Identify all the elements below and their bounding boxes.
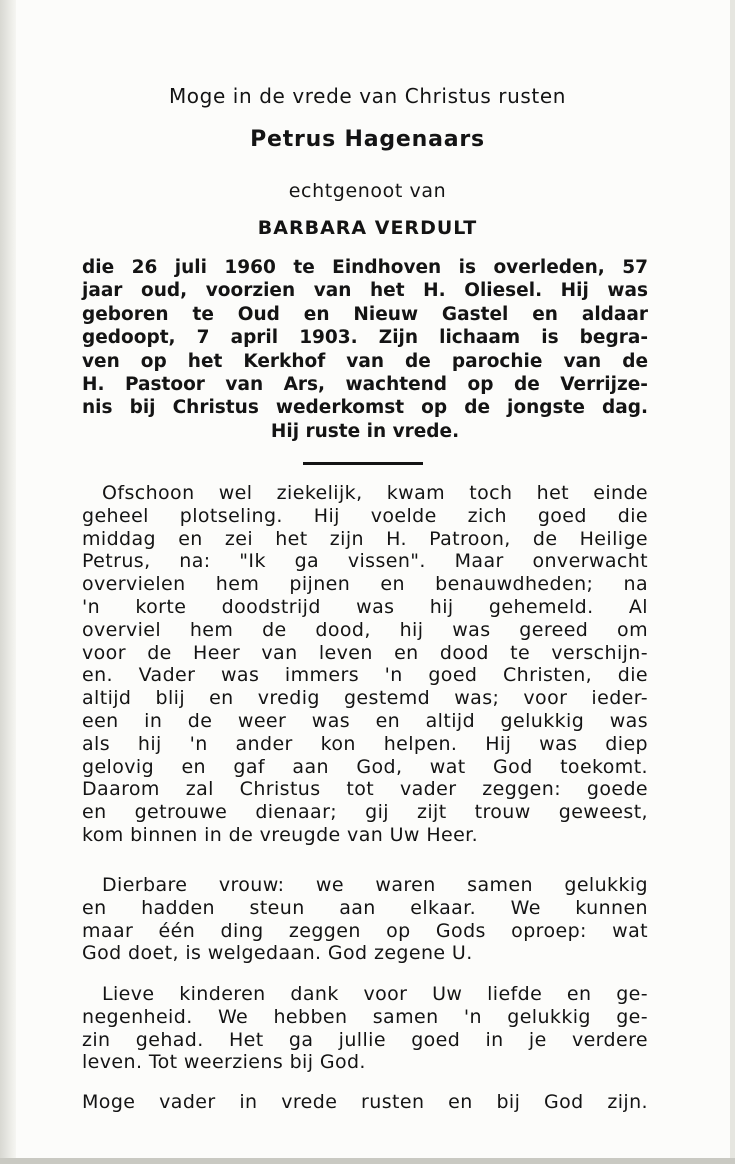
deceased-name: Petrus Hagenaars [250, 127, 485, 152]
bio-line: die 26 juli 1960 te Eindhoven is overleden, 57 [82, 257, 648, 278]
bio-line: ven op het Kerkhof van de parochie van de [82, 350, 648, 372]
text-line: middag en zei het zijn H. Patroon, de Heilige [82, 527, 648, 550]
text-line: zin gehad. Het ga jullie goed in je verdere [82, 1028, 648, 1051]
bio-line: jaar oud, voorzien van het H. Oliesel. Hij was [82, 280, 648, 302]
text-line: en getrouwe dienaar; gij zijt trouw geweest, [82, 801, 648, 824]
text-line: Ofschoon wel ziekelijk, kwam toch het einde [102, 482, 648, 504]
card-left-edge [0, 0, 16, 1164]
bio-line: geboren te Oud en Nieuw Gastel en aldaar [82, 303, 648, 325]
text-line: overvielen hem pijnen en benauwdheden; na [82, 573, 648, 596]
text-line: negenheid. We hebben samen 'n gelukkig ge- [82, 1005, 648, 1028]
text-line: maar één ding zeggen op Gods oproep: wat [82, 919, 648, 942]
text-line: leven. Tot weerziens bij God. [82, 1051, 366, 1074]
closing-prayer [82, 1091, 648, 1114]
spouse-name: BARBARA VERDULT [257, 217, 478, 239]
text-line: een in de weer was en altijd gelukkig was [82, 709, 648, 732]
spouse-label: echtgenoot van [288, 180, 447, 202]
text-line: Dierbare vrouw: we waren samen gelukkig [102, 874, 648, 896]
bio-line: H. Pastoor van Ars, wachtend op de Verrijze- [82, 374, 648, 396]
text-line: Daarom zal Christus tot vader zeggen: goede [82, 778, 648, 801]
text-line: als hij 'n ander kon helpen. Hij was diep [82, 732, 648, 755]
text-line: voor de Heer van leven en dood te verschijn- [82, 641, 648, 664]
section-divider [303, 462, 423, 465]
paragraph-children [82, 983, 648, 1074]
text-line: kom binnen in de vreugde van Uw Heer. [82, 823, 479, 846]
opening-prayer: Moge in de vrede van Christus rusten [168, 84, 567, 108]
card-right-edge [730, 0, 735, 1164]
text-line: en hadden steun aan elkaar. We kunnen [82, 896, 648, 919]
bio-line: nis bij Christus wederkomst op de jongste dag. [82, 397, 648, 419]
text-line: geheel plotseling. Hij voelde zich goed die [82, 504, 648, 527]
bio-line: gedoopt, 7 april 1903. Zijn lichaam is begra- [82, 327, 648, 349]
card-bottom-edge [0, 1158, 735, 1164]
text-line: God doet, is welgedaan. God zegene U. [82, 942, 473, 965]
bio-line: Hij ruste in vrede. [270, 420, 460, 442]
text-line: gelovig en gaf aan God, wat God toekomt. [82, 755, 648, 778]
paragraph-wife [82, 874, 648, 965]
text-line: Lieve kinderen dank voor Uw liefde en ge- [102, 983, 648, 1005]
text-line: Petrus, na: "Ik ga vissen". Maar onverwacht [82, 550, 648, 573]
text-line: en. Vader was immers 'n goed Christen, die [82, 664, 648, 687]
biography-paragraph [82, 256, 648, 443]
text-line: altijd blij en vredig gestemd was; voor ieder- [82, 687, 648, 710]
text-line: overviel hem de dood, hij was gereed om [82, 618, 648, 641]
paragraph-illness [82, 482, 648, 847]
text-line: 'n korte doodstrijd was hij gehemeld. Al [82, 595, 648, 618]
text-line: Moge vader in vrede rusten en bij God zijn. [82, 1091, 648, 1113]
